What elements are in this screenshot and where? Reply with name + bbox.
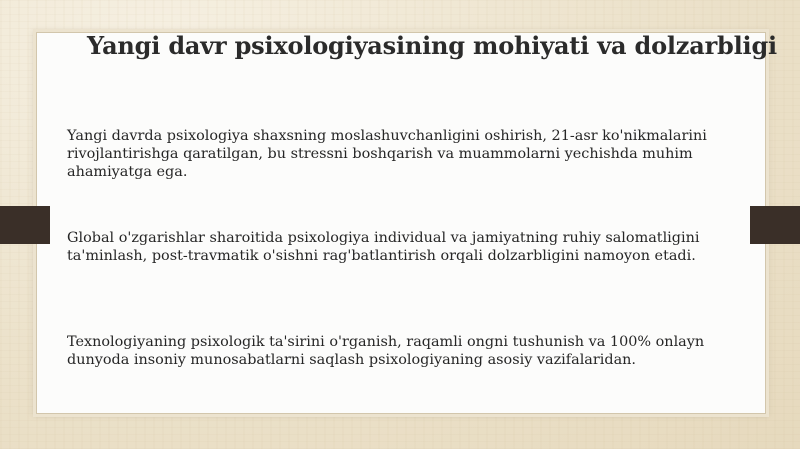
slide-title: Yangi davr psixologiyasining mohiyati va dolzarbligi [87,31,777,60]
left-edge-tab [0,206,50,244]
paragraph-global-changes: Global o'zgarishlar sharoitida psixologiya individual va jamiyatning ruhiy salomatligini ta'minlash, post-travmatik o'sishni rag'batlantirish orqali dolzarbligini namoyon etadi. [67,230,700,264]
paragraph-adaptability: Yangi davrda psixologiya shaxsning moslashuvchanligini oshirish, 21-asr ko'nikmalarini rivojlantirishga qaratilgan, bu stressni boshqarish va muammolarni yechishda muhim ahamiyatga ega. [67,128,707,180]
paragraph-technology: Texnologiyaning psixologik ta'sirini o'rganish, raqamli ongni tushunish va 100% onlayn dunyoda insoniy munosabatlarni saqlash psixologiyaning asosiy vazifalaridan. [67,334,705,368]
